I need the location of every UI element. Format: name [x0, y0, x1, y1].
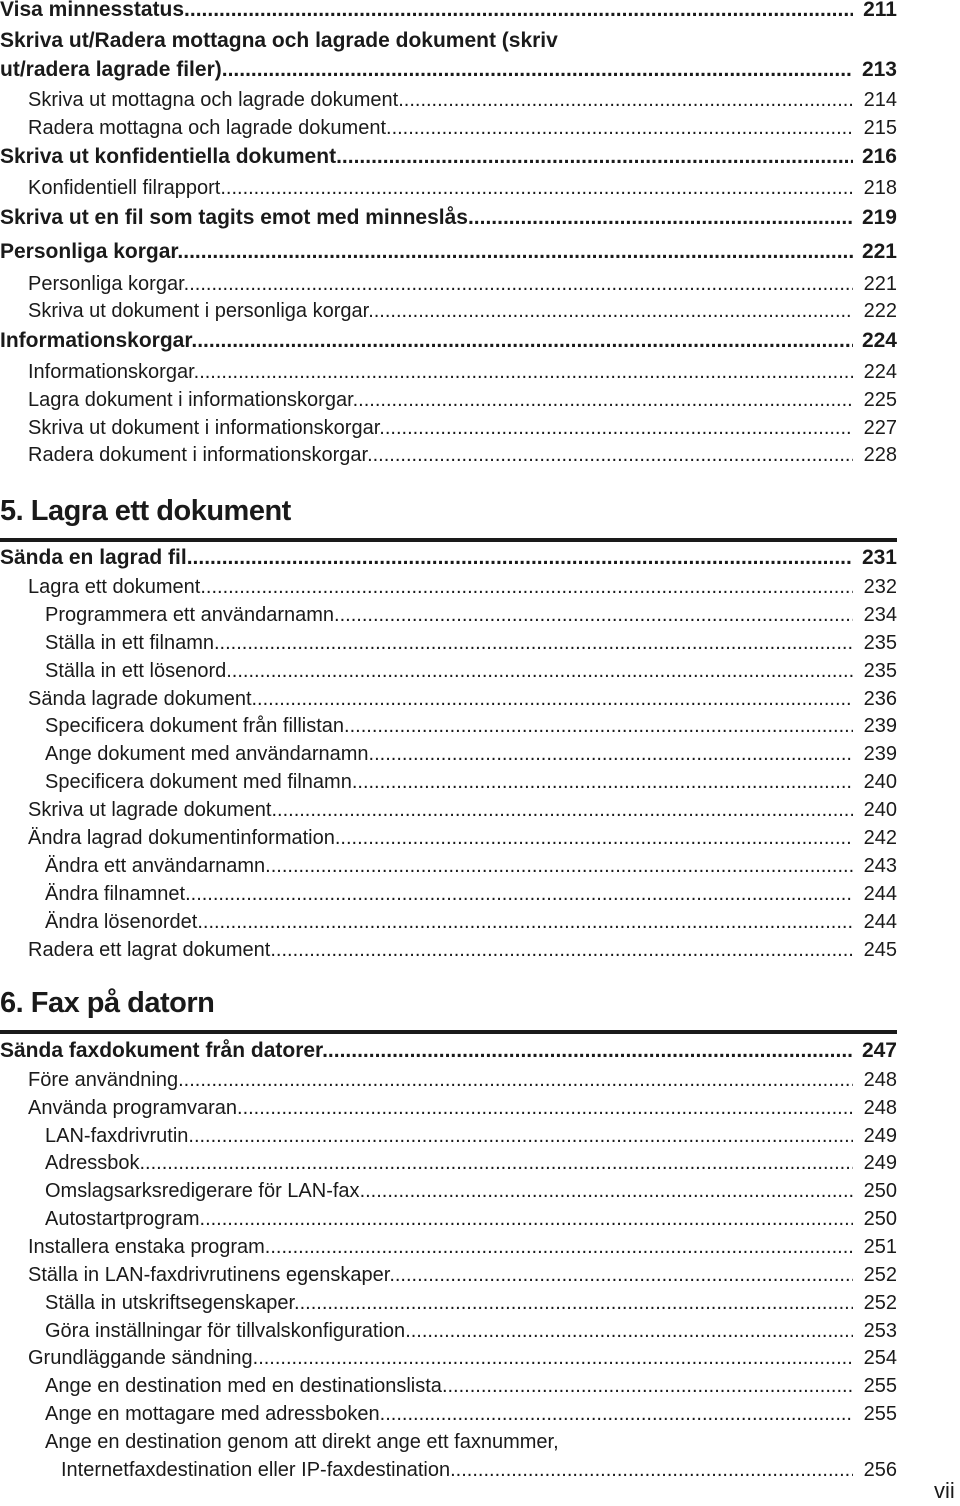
toc-entry-page: 219: [861, 206, 897, 229]
toc-entry-page: 211: [863, 0, 897, 21]
toc-entry-title: Skriva ut/Radera mottagna och lagrade dokument (skriv: [0, 29, 558, 52]
toc-entry-title: Skriva ut lagrade dokument .....: [28, 796, 853, 824]
toc-entry-title: Göra inställningar för tillvalskonfiguration .....: [45, 1317, 853, 1345]
toc-entry-page: 256: [863, 1458, 897, 1481]
toc-entry-title: Före användning .....: [28, 1066, 853, 1094]
toc-entry-title: Specificera dokument med filnamn .....: [45, 768, 853, 796]
toc-entry[interactable]: [0, 174, 897, 202]
toc-entry-title: Ange en destination med en destinationslista .....: [45, 1372, 853, 1400]
toc-entry-title: Skriva ut dokument i informationskorgar .....: [28, 414, 853, 442]
toc-entry-page: 234: [863, 603, 897, 626]
toc-entry-page: 213: [861, 58, 897, 81]
chapter-title: 6. Fax på datorn: [0, 987, 215, 1019]
toc-entry[interactable]: [0, 57, 897, 85]
toc-entry-title: Specificera dokument från fillistan .....: [45, 712, 853, 740]
toc-entry-page: 253: [863, 1319, 897, 1342]
toc-entry-page: 240: [863, 771, 897, 794]
toc-entry[interactable]: [0, 1066, 897, 1094]
toc-entry[interactable]: [0, 601, 897, 629]
toc-entry[interactable]: [0, 144, 897, 172]
toc-entry[interactable]: [0, 1428, 897, 1456]
toc-entry[interactable]: [0, 740, 897, 768]
toc-entry[interactable]: [0, 1177, 897, 1205]
toc-entry[interactable]: [0, 1149, 897, 1177]
toc-entry[interactable]: [0, 768, 897, 796]
chapter-heading: [0, 982, 897, 1034]
toc-entry-title: Ändra filnamnet .....: [45, 880, 853, 908]
toc-entry-title: Programmera ett användarnamn .....: [45, 601, 853, 629]
toc-entry-title: LAN-faxdrivrutin .....: [45, 1122, 853, 1150]
toc-entry-page: 240: [863, 799, 897, 822]
toc-entry[interactable]: [0, 629, 897, 657]
toc-entry[interactable]: [0, 358, 897, 386]
toc-entry-title: Omslagsarksredigerare för LAN-fax .....: [45, 1177, 853, 1205]
toc-entry[interactable]: [0, 1289, 897, 1317]
toc-entry[interactable]: [0, 205, 897, 233]
toc-entry[interactable]: [0, 28, 897, 56]
toc-entry-page: 239: [863, 743, 897, 766]
toc-entry[interactable]: [0, 685, 897, 713]
toc-entry[interactable]: [0, 1233, 897, 1261]
toc-entry-title: Ställa in ett lösenord .....: [45, 657, 853, 685]
toc-entry[interactable]: [0, 441, 897, 469]
toc-entry-page: 254: [863, 1347, 897, 1370]
toc-entry-title: Ange en mottagare med adressboken .....: [45, 1400, 853, 1428]
toc-entry[interactable]: [0, 1344, 897, 1372]
toc-entry-page: 250: [863, 1180, 897, 1203]
toc-entry-page: 225: [863, 389, 897, 411]
toc-entry-page: 235: [863, 659, 897, 682]
toc-entry-title: Konfidentiell filrapport .....: [28, 174, 853, 202]
toc-entry-title: Ändra lösenordet .....: [45, 908, 853, 936]
toc-entry-page: 221: [861, 240, 897, 263]
toc-entry-title: ut/radera lagrade filer) .....: [0, 55, 853, 85]
page-number: vii: [934, 1478, 955, 1503]
toc-entry[interactable]: [0, 1094, 897, 1122]
toc-entry[interactable]: [0, 386, 897, 414]
toc-entry[interactable]: [0, 908, 897, 936]
toc-entry-page: 248: [863, 1096, 897, 1119]
toc-entry-title: Sända en lagrad fil .....: [0, 543, 853, 573]
toc-entry[interactable]: [0, 1122, 897, 1150]
toc-entry[interactable]: [0, 1205, 897, 1233]
toc-entry[interactable]: [0, 852, 897, 880]
toc-entry-page: 232: [863, 575, 897, 598]
toc-entry-title: Informationskorgar .....: [28, 358, 853, 386]
toc-entry[interactable]: [0, 1317, 897, 1345]
toc-entry-page: 251: [863, 1235, 897, 1258]
toc-entry[interactable]: [0, 545, 897, 573]
toc-entry-title: Personliga korgar .....: [0, 237, 853, 267]
toc-entry-title: Ställa in utskriftsegenskaper .....: [45, 1289, 853, 1317]
toc-entry-title: Installera enstaka program .....: [28, 1233, 853, 1261]
toc-entry-page: 227: [863, 417, 897, 439]
toc-entry-page: 224: [861, 329, 897, 352]
toc-entry-page: 242: [863, 827, 897, 849]
toc-entry-page: 252: [863, 1263, 897, 1286]
toc-entry-page: 255: [863, 1403, 897, 1426]
toc-entry[interactable]: [0, 573, 897, 601]
toc-entry[interactable]: [0, 414, 897, 442]
toc-entry[interactable]: [0, 270, 897, 298]
toc-entry[interactable]: [0, 239, 897, 267]
toc-entry-title: Informationskorgar .....: [0, 326, 853, 356]
toc-entry-title: Visa minnesstatus .....: [0, 0, 853, 25]
toc-entry-page: 252: [863, 1291, 897, 1314]
toc-entry[interactable]: [0, 1261, 897, 1289]
toc-entry-title: Använda programvaran .....: [28, 1094, 853, 1122]
toc-entry-title: Lagra dokument i informationskorgar .....: [28, 386, 853, 414]
toc-entry-title: Ändra ett användarnamn .....: [45, 852, 853, 880]
toc-entry[interactable]: [0, 0, 897, 25]
toc-entry[interactable]: [0, 297, 897, 325]
toc-entry-title: Grundläggande sändning .....: [28, 1344, 853, 1372]
toc-entry-page: 216: [861, 145, 897, 168]
toc-entry-title: Skriva ut dokument i personliga korgar .....: [28, 297, 853, 325]
toc-entry[interactable]: [0, 86, 897, 114]
toc-entry-title: Radera dokument i informationskorgar .....: [28, 441, 853, 469]
toc-entry-title: Ange en destination genom att direkt ange ett faxnummer,: [45, 1430, 559, 1453]
toc-entry-title: Ange dokument med användarnamn .....: [45, 740, 853, 768]
toc-entry[interactable]: [0, 796, 897, 824]
chapter-heading: [0, 490, 897, 542]
toc-entry-page: 222: [863, 300, 897, 322]
toc-entry[interactable]: [0, 1372, 897, 1400]
toc-entry-title: Lagra ett dokument .....: [28, 573, 853, 601]
toc-entry-title: Ändra lagrad dokumentinformation .....: [28, 824, 853, 852]
toc-entry-page: 231: [861, 546, 897, 569]
toc-entry-page: 255: [863, 1375, 897, 1398]
toc-entry-title: Sända lagrade dokument .....: [28, 685, 853, 713]
toc-entry-page: 243: [863, 854, 897, 877]
toc-entry-page: 248: [863, 1068, 897, 1091]
toc-entry[interactable]: [0, 1456, 897, 1484]
toc-entry-page: 218: [863, 177, 897, 199]
toc-entry-page: 215: [863, 117, 897, 139]
toc-entry-page: 236: [863, 687, 897, 710]
toc-entry-title: Radera mottagna och lagrade dokument .....: [28, 114, 853, 142]
toc-entry-title: Ställa in LAN-faxdrivrutinens egenskaper .....: [28, 1261, 853, 1289]
toc-entry-title: Adressbok .....: [45, 1149, 853, 1177]
toc-entry[interactable]: [0, 657, 897, 685]
toc-entry-title: Autostartprogram .....: [45, 1205, 853, 1233]
toc-entry-page: 239: [863, 715, 897, 738]
toc-entry[interactable]: [0, 880, 897, 908]
toc-entry-title: Internetfaxdestination eller IP-faxdestination .....: [61, 1456, 853, 1484]
toc-entry-page: 247: [861, 1039, 897, 1062]
toc-entry[interactable]: [0, 936, 897, 964]
toc-entry-page: 249: [863, 1152, 897, 1175]
toc-entry-page: 221: [863, 273, 897, 295]
toc-entry-page: 244: [863, 882, 897, 905]
toc-entry-page: 244: [863, 910, 897, 933]
toc-entry-title: Ställa in ett filnamn .....: [45, 629, 853, 657]
toc-entry-title: Sända faxdokument från datorer .....: [0, 1036, 853, 1066]
toc-entry-page: 228: [863, 444, 897, 466]
toc-entry-title: Radera ett lagrat dokument .....: [28, 936, 853, 964]
chapter-title: 5. Lagra ett dokument: [0, 495, 291, 527]
toc-entry[interactable]: [0, 1038, 897, 1066]
toc-entry-page: 250: [863, 1208, 897, 1231]
toc-entry-title: Skriva ut mottagna och lagrade dokument .....: [28, 86, 853, 114]
toc-entry-page: 214: [863, 89, 897, 111]
toc-entry[interactable]: [0, 1400, 897, 1428]
toc-entry-title: Skriva ut en fil som tagits emot med minneslås .....: [0, 203, 853, 233]
toc-entry-page: 224: [863, 361, 897, 383]
toc-entry[interactable]: [0, 712, 897, 740]
toc-entry[interactable]: [0, 328, 897, 356]
toc-entry[interactable]: [0, 824, 897, 852]
toc-entry[interactable]: [0, 114, 897, 142]
toc-entry-page: 245: [863, 938, 897, 961]
toc-entry-title: Personliga korgar .....: [28, 270, 853, 298]
toc-entry-page: 249: [863, 1124, 897, 1147]
toc-entry-page: 235: [863, 631, 897, 654]
toc-entry-title: Skriva ut konfidentiella dokument .....: [0, 142, 853, 172]
